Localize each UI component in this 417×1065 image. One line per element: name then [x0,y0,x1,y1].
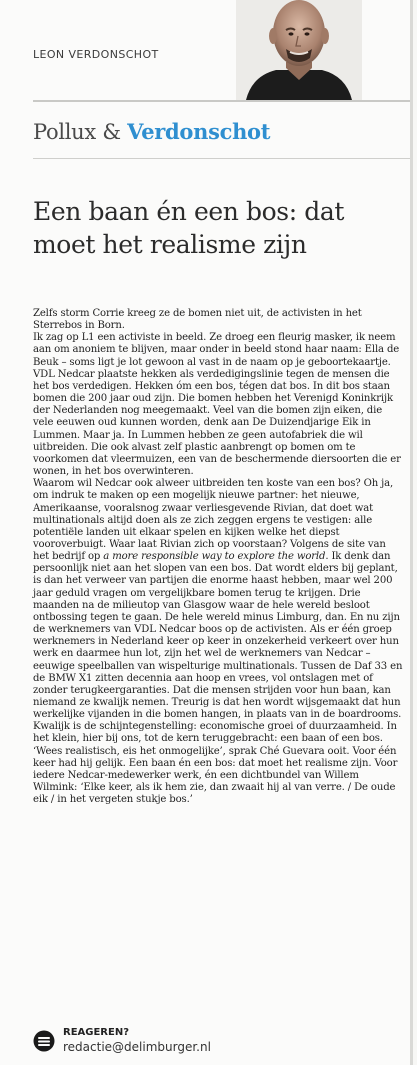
paragraph: VDL Nedcar plaatste hekken als verdedigingslinie tegen de mensen die het bos verdedigen. Hekken óm een bos, tégen dat bos. In dit bos staan bomen die 200 jaar oud zijn. Die bomen hebben het Verenigd Koninkrijk der Nederlanden nog meegemaakt. Veel van die bomen zijn eiken, die vele eeuwen oud kunnen worden, denk aan De Duizendjarige Eik in Lummen. Maar ja. In Lummen hebben ze geen autofabriek die wil uitbreiden. Die ook alvast zelf plastic aanbrengt op bomen om te voorkomen dat vleermuizen, een van de beschermende diersoorten die er wonen, in het bos overwinteren. [33,368,401,478]
column-rubric [33,119,270,144]
paragraph: Ik zag op L1 een activiste in beeld. Ze droeg een fleurig masker, ik neem aan om anoniem te blijven, maar onder in beeld stond haar naam: Ella de Beuk – soms ligt je lot gewoon al vast in de naam op je geboortekaartje. [33,332,400,368]
paragraph [33,478,404,745]
rubric-divider [33,158,410,159]
page-edge [410,0,413,1065]
article-headline: Een baan én een bos: dat moet het realisme zijn [33,197,345,259]
author-name: LEON VERDONSCHOT [33,48,159,61]
response-footer [33,1027,403,1057]
rubric-part-2: Verdonschot [127,119,271,144]
author-portrait [236,0,362,100]
article-body [33,308,404,806]
response-label: REAGEREN? [63,1027,130,1038]
header-divider [33,100,410,102]
paragraph-text: . Ik denk dan persoonlijk niet aan het slopen van een bos. Dat wordt elders bij geplant, is dan het verweer van partijen die enorme haast hebben, maar wel 200 jaar geduld vragen om vergelijkbare bomen terug te krijgen. Drie maanden na de milieutop van Glasgow waar de hele wereld besloot ontbossing tegen te gaan. De hele wereld minus Limburg, dan. En nu zijn de werknemers van VDL Nedcar boos op de activisten. Als er één groep werknemers in Nederland keer op keer in onzekerheid verkeert over hun werk en daarmee hun lot, zijn het wel de werknemers van Nedcar – eeuwige speelballen van wispelturige multinationals. Tussen de Daf 33 en de BMW X1 zitten decennia aan hoop en vrees, vol ontslagen met of zonder terugkeergaranties. Dat die mensen strijden voor hun baan, kan niemand ze kwalijk nemen. Treurig is dat hen wordt wijsgemaakt dat hun werkelijke vijanden in die bomen hangen, in plaats van in de boardrooms. Kwalijk is de schijntegenstelling: economische groei of duurzaamheid. In het klein, hier bij ons, tot de kern teruggebracht: een baan of een bos. [33,551,403,745]
column-header [0,0,410,100]
rubric-part-1: Pollux [33,120,96,144]
rubric-ampersand: & [102,120,121,144]
speech-bubble-icon [33,1030,55,1052]
paragraph: Zelfs storm Corrie kreeg ze de bomen niet uit, de activisten in het Sterrebos in Born. [33,308,362,332]
paragraph: ‘Wees realistisch, eis het onmogelijke’, sprak Ché Guevara ooit. Voor één keer had hij gelijk. Een baan én een bos: dat moet het realisme zijn. Voor iedere Nedcar-medewerker werk, én een dichtbundel van Willem Wilmink: ‘Elke keer, als ik hem zie, dan zwaait hij al van verre. / De oude eik / in het vergeten stukje bos.’ [33,745,398,806]
paragraph-text: Waarom wil Nedcar ook alweer uitbreiden ten koste van een bos? Oh ja, om indruk te maken op een mogelijk nieuwe partner: het nieuwe, Amerikaanse, vooralsnog zwaar verliesgevende Rivian, dat doet wat multinationals altijd doen als ze zich zeggen ergens te vestigen: alle potentiële landen uit elkaar spelen en kijken welke het diepst vooroverbuigt. Waar laat Rivian zich op voorstaan? Volgens de site van het bedrijf op [33,478,394,563]
response-email-link[interactable]: redactie@delimburger.nl [63,1040,211,1054]
quoted-slogan: a more responsible way to explore the world [103,551,326,563]
